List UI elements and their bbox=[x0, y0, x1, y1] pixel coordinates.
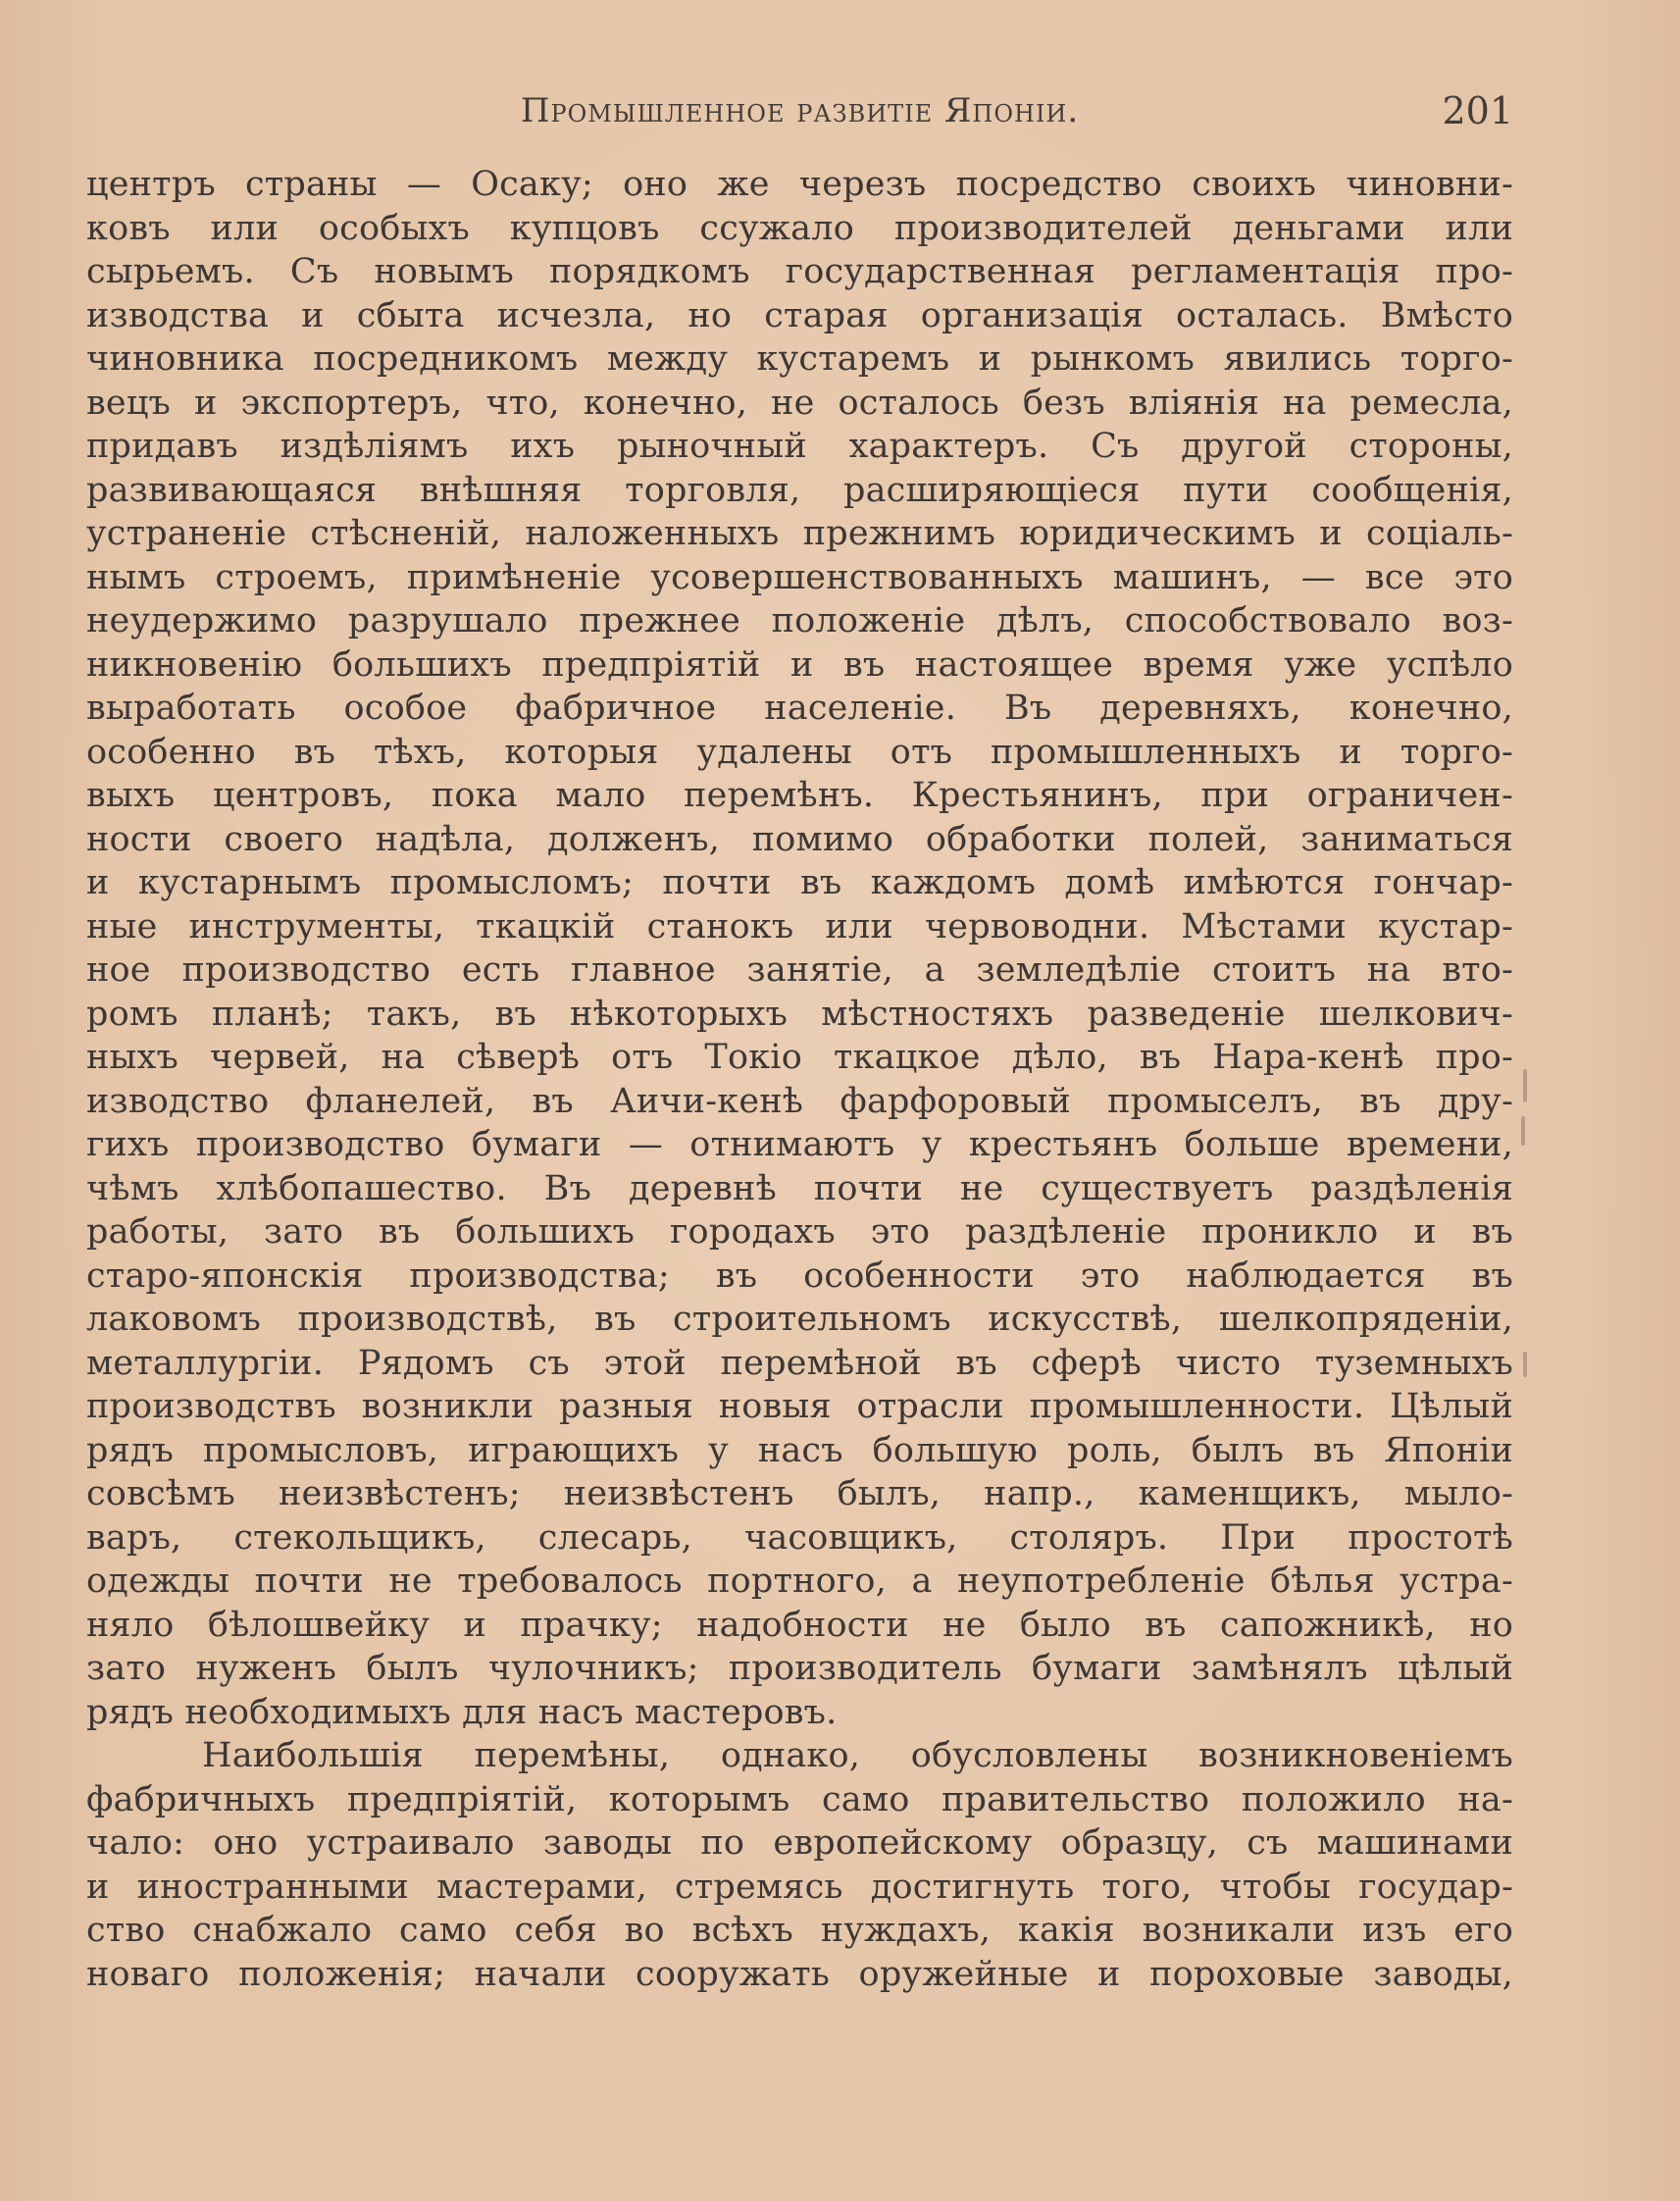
text-line: никновенію большихъ предпріятій и въ настоящее время уже успѣло bbox=[86, 644, 1513, 685]
paragraph-1 bbox=[86, 163, 1513, 1734]
text-line: особенно въ тѣхъ, которыя удалены отъ промышленныхъ и торго- bbox=[86, 732, 1513, 772]
text-line: гихъ производство бумаги — отнимаютъ у крестьянъ больше времени, bbox=[86, 1125, 1513, 1164]
text-line: выработать особое фабричное населеніе. Въ деревняхъ, конечно, bbox=[86, 689, 1513, 728]
margin-pencil-mark bbox=[1523, 1352, 1527, 1377]
text-line: ности своего надѣла, долженъ, помимо обработки полей, заниматься bbox=[86, 819, 1513, 859]
text-line: совсѣмъ неизвѣстенъ; неизвѣстенъ былъ, напр., каменщикъ, мыло- bbox=[86, 1474, 1513, 1513]
text-line: зато нуженъ былъ чулочникъ; производитель бумаги замѣнялъ цѣлый bbox=[86, 1649, 1513, 1688]
text-line: Наибольшія перемѣны, однако, обусловлены возникновеніемъ bbox=[202, 1736, 1513, 1775]
text-line: ныхъ червей, на сѣверѣ отъ Токіо ткацкое дѣло, въ Нара-кенѣ про- bbox=[86, 1038, 1513, 1077]
text-line: новаго положенія; начали сооружать оружейные и пороховые заводы, bbox=[86, 1954, 1513, 1994]
text-line: одежды почти не требовалось портного, а неупотребленіе бѣлья устра- bbox=[86, 1561, 1513, 1601]
text-line: чѣмъ хлѣбопашество. Въ деревнѣ почти не существуетъ раздѣленія bbox=[86, 1168, 1513, 1208]
text-line: работы, зато въ большихъ городахъ это раздѣленіе проникло и въ bbox=[86, 1212, 1513, 1252]
text-line: ные инструменты, ткацкій станокъ или червоводни. Мѣстами кустар- bbox=[86, 906, 1513, 947]
text-line: изводства и сбыта исчезла, но старая организація осталась. Вмѣсто bbox=[86, 295, 1513, 335]
text-line: фабричныхъ предпріятій, которымъ само правительство положило на- bbox=[86, 1779, 1513, 1819]
text-line: ромъ планѣ; такъ, въ нѣкоторыхъ мѣстностяхъ разведеніе шелкович- bbox=[86, 994, 1513, 1034]
text-line: рядъ необходимыхъ для насъ мастеровъ. bbox=[86, 1692, 838, 1732]
text-line: сырьемъ. Съ новымъ порядкомъ государственная регламентація про- bbox=[86, 252, 1513, 291]
margin-pencil-mark bbox=[1521, 1116, 1525, 1146]
text-line: вецъ и экспортеръ, что, конечно, не осталось безъ вліянія на ремесла, bbox=[86, 383, 1513, 423]
running-head bbox=[86, 86, 1513, 135]
text-line: неудержимо разрушало прежнее положеніе дѣлъ, способствовало воз- bbox=[86, 601, 1513, 640]
text-line: металлургіи. Рядомъ съ этой перемѣной въ сферѣ чисто туземныхъ bbox=[86, 1343, 1513, 1383]
text-line: изводство фланелей, въ Аичи-кенѣ фарфоровый промыселъ, въ дру- bbox=[86, 1081, 1513, 1121]
margin-pencil-mark bbox=[1523, 1069, 1527, 1102]
text-line: и кустарнымъ промысломъ; почти въ каждомъ домѣ имѣются гончар- bbox=[86, 863, 1513, 902]
text-line: ное производство есть главное занятіе, а земледѣліе стоитъ на вто- bbox=[86, 950, 1513, 990]
text-line: чало: оно устраивало заводы по европейскому образцу, съ машинами bbox=[86, 1823, 1513, 1863]
body-text bbox=[86, 163, 1513, 1996]
page-number: 201 bbox=[1442, 89, 1513, 132]
text-line: ство снабжало само себя во всѣхъ нуждахъ, какія возникали изъ его bbox=[86, 1911, 1513, 1950]
text-line: придавъ издѣліямъ ихъ рыночный характеръ. Съ другой стороны, bbox=[86, 427, 1513, 466]
text-line: центръ страны — Осаку; оно же черезъ посредство своихъ чиновни- bbox=[86, 165, 1513, 204]
running-title: Промышленное развитіе Японіи. bbox=[520, 91, 1080, 130]
text-line: варъ, стекольщикъ, слесарь, часовщикъ, столяръ. При простотѣ bbox=[86, 1517, 1513, 1558]
text-line: выхъ центровъ, пока мало перемѣнъ. Крестьянинъ, при ограничен- bbox=[86, 776, 1513, 815]
text-line: устраненіе стѣсненій, наложенныхъ прежнимъ юридическимъ и соціаль- bbox=[86, 514, 1513, 553]
text-line: ковъ или особыхъ купцовъ ссужало производителей деньгами или bbox=[86, 208, 1513, 248]
text-line: лаковомъ производствѣ, въ строительномъ искусствѣ, шелкопряденіи, bbox=[86, 1300, 1513, 1339]
text-line: старо-японскія производства; въ особенности это наблюдается въ bbox=[86, 1255, 1513, 1296]
text-line: производствъ возникли разныя новыя отрасли промышленности. Цѣлый bbox=[86, 1387, 1513, 1426]
paragraph-2 bbox=[86, 1734, 1513, 1996]
text-line: развивающаяся внѣшняя торговля, расширяющіеся пути сообщенія, bbox=[86, 470, 1513, 510]
text-line: и иностранными мастерами, стремясь достигнуть того, чтобы государ- bbox=[86, 1867, 1513, 1907]
text-line: няло бѣлошвейку и прачку; надобности не было въ сапожникѣ, но bbox=[86, 1605, 1513, 1645]
text-line: рядъ промысловъ, играющихъ у насъ большую роль, былъ въ Японіи bbox=[86, 1430, 1513, 1470]
text-line: чиновника посредникомъ между кустаремъ и рынкомъ явились торго- bbox=[86, 339, 1513, 379]
text-line: нымъ строемъ, примѣненіе усовершенствованныхъ машинъ, — все это bbox=[86, 557, 1513, 597]
